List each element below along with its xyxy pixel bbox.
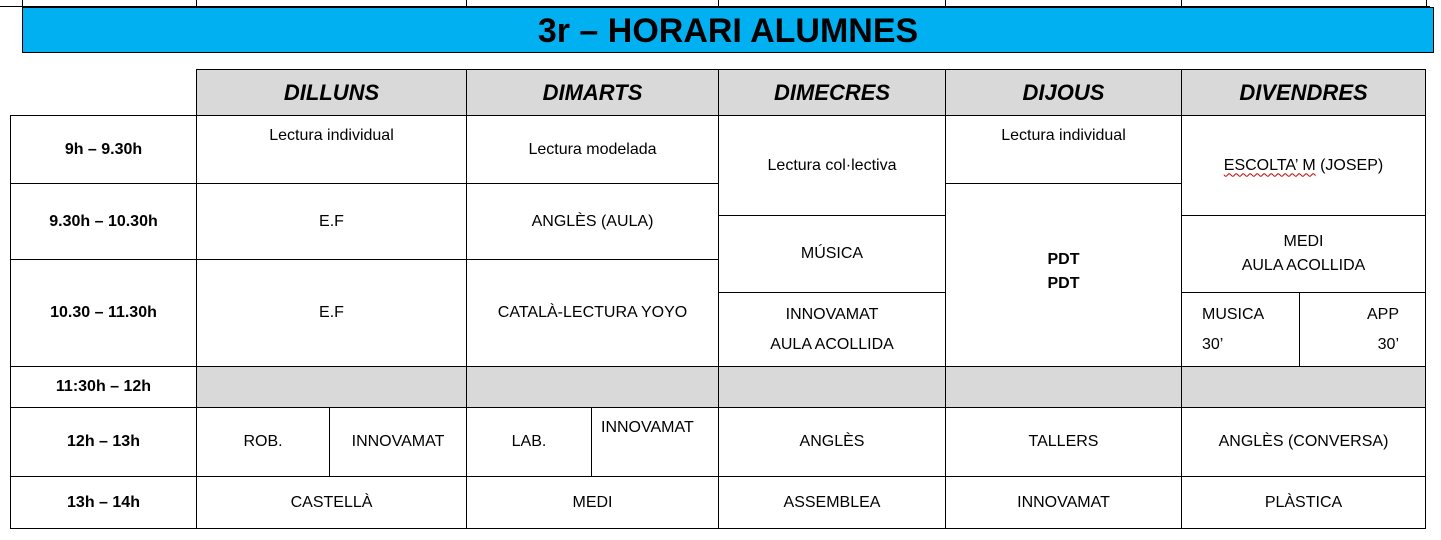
divendres-musica-label: MUSICA — [1202, 305, 1265, 323]
dijous-pdt-line2: PDT — [1047, 275, 1080, 292]
divendres-slot-5: ANGLÈS (CONVERSA) — [1181, 407, 1426, 477]
time-slot-5: 12h – 13h — [10, 407, 197, 477]
dilluns-slot-5a: ROB. — [196, 407, 330, 477]
dimecres-slot-6: ASSEMBLEA — [718, 476, 946, 529]
dilluns-slot-5b: INNOVAMAT — [329, 407, 467, 477]
time-slot-3: 10.30 – 11.30h — [10, 259, 197, 367]
divendres-slot-1 — [1181, 115, 1426, 216]
dimecres-slot-2: MÚSICA — [718, 215, 946, 293]
dimecres-slot-5: ANGLÈS — [718, 407, 946, 477]
dimarts-slot-5b: INNOVAMAT — [591, 407, 719, 477]
dijous-slot-1: Lectura individual — [945, 115, 1182, 184]
dimarts-break — [466, 366, 719, 408]
divendres-app-label: APP — [1366, 305, 1399, 323]
header-divendres: DIVENDRES — [1181, 69, 1426, 116]
dijous-slot-5: TALLERS — [945, 407, 1182, 477]
header-dilluns: DILLUNS — [196, 69, 467, 116]
page-title: 3r – HORARI ALUMNES — [22, 7, 1434, 53]
divendres-musica-duration: 30’ — [1202, 335, 1224, 353]
dimarts-slot-6: MEDI — [466, 476, 719, 529]
dimecres-slot-3 — [718, 292, 946, 367]
time-slot-6: 13h – 14h — [10, 476, 197, 529]
divendres-break — [1181, 366, 1426, 408]
divendres-slot-6: PLÀSTICA — [1181, 476, 1426, 529]
dijous-slot-2-3 — [945, 183, 1182, 367]
top-border-strip — [0, 0, 1430, 7]
divendres-slot-2-line1: MEDI — [1283, 233, 1324, 250]
dijous-pdt-line1: PDT — [1047, 251, 1080, 268]
dilluns-slot-2: E.F — [196, 183, 467, 260]
header-dimarts: DIMARTS — [466, 69, 719, 116]
dilluns-slot-6: CASTELLÀ — [196, 476, 467, 529]
divendres-slot-2-line2: AULA ACOLLIDA — [1241, 257, 1366, 274]
divendres-app-duration: 30’ — [1377, 335, 1399, 353]
dimecres-slot-3-line2: AULA ACOLLIDA — [770, 335, 894, 353]
dimarts-slot-5a: LAB. — [466, 407, 592, 477]
divendres-slot-3b — [1299, 292, 1426, 367]
dilluns-break — [196, 366, 467, 408]
divendres-slot-3a — [1181, 292, 1300, 367]
dimecres-slot-1: Lectura col·lectiva — [718, 115, 946, 216]
dimecres-slot-3-line1: INNOVAMAT — [785, 305, 879, 323]
time-slot-2: 9.30h – 10.30h — [10, 183, 197, 260]
time-slot-1: 9h – 9.30h — [10, 115, 197, 184]
divendres-escolta-label: ESCOLTA’ M — [1223, 156, 1316, 174]
header-dijous: DIJOUS — [945, 69, 1182, 116]
dijous-break — [945, 366, 1182, 408]
dijous-slot-6: INNOVAMAT — [945, 476, 1182, 529]
header-dimecres: DIMECRES — [718, 69, 946, 116]
dilluns-slot-3: E.F — [196, 259, 467, 367]
dimarts-slot-3: CATALÀ-LECTURA YOYO — [466, 259, 719, 367]
dimarts-slot-2: ANGLÈS (AULA) — [466, 183, 719, 260]
divendres-slot-2 — [1181, 215, 1426, 293]
dimecres-break — [718, 366, 946, 408]
divendres-josep-label: (JOSEP) — [1315, 156, 1384, 174]
time-slot-break: 11:30h – 12h — [10, 366, 197, 408]
dimarts-slot-1: Lectura modelada — [466, 115, 719, 184]
dilluns-slot-1: Lectura individual — [196, 115, 467, 184]
